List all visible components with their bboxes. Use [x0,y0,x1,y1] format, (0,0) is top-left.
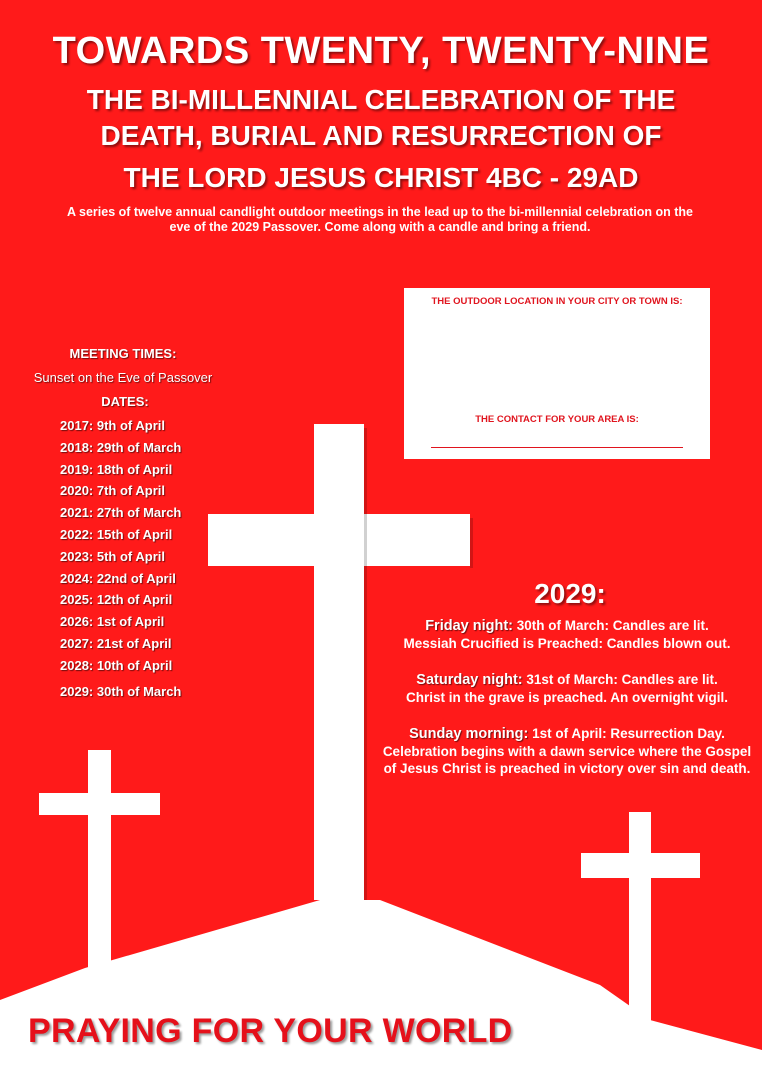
date-item: 2019: 18th of April [60,461,173,477]
footer-slogan: PRAYING FOR YOUR WORLD [28,1012,513,1050]
friday-text-1: 30th of March: Candles are lit. [513,618,709,633]
date-item: 2018: 29th of March [60,439,182,455]
intro-text: A series of twelve annual candlight outdoor meetings in the lead up to the bi-millennial celebration on the eve of the 2029 Passover. Come along with a candle and bring a friend. [66,205,693,234]
date-item: 2020: 7th of April [60,483,165,499]
subtitle-line-1: THE BI-MILLENNIAL CELEBRATION OF THE [86,84,676,115]
friday-event [380,617,754,652]
sunday-label: Sunday morning: [409,726,529,742]
date-item: 2017: 9th of April [60,418,165,433]
friday-label: Friday night: [425,618,513,634]
dates-list [60,417,181,679]
subtitle-line-3: THE LORD JESUS CHRIST 4BC - 29AD [123,162,639,193]
location-box [404,288,710,459]
date-item: 2026: 1st of April [60,614,165,630]
sunday-text-2: Celebration begins with a dawn service where the Gospel of Jesus Christ is preached in victory over sin and death. [382,744,752,776]
date-item-2029: 2029: 30th of March [60,684,182,699]
meeting-times-text: Sunset on the Eve of Passover [33,370,213,385]
sunday-text-1: 1st of April: Resurrection Day. [528,726,725,741]
date-item: 2024: 22nd of April [60,570,176,586]
saturday-text-1: 31st of March: Candles are lit. [522,672,718,687]
main-title: TOWARDS TWENTY, TWENTY-NINE [52,30,710,72]
saturday-text-2: Christ in the grave is preached. An overnight vigil. [405,690,729,705]
date-item: 2028: 10th of April [60,657,173,673]
date-item: 2025: 12th of April [60,592,173,608]
date-item: 2021: 27th of March [60,505,182,521]
saturday-event [380,671,754,706]
cross-icon-left [39,750,160,980]
saturday-label: Saturday night: [416,672,523,688]
contact-fill-line [431,447,683,448]
location-label: THE OUTDOOR LOCATION IN YOUR CITY OR TOWN IS: [431,296,683,307]
date-item: 2023: 5th of April [60,548,165,564]
date-item: 2022: 15th of April [60,526,173,542]
friday-text-2: Messiah Crucified is Preached: Candles blown out. [403,636,731,651]
cross-icon-center [208,424,470,900]
subtitle-line-2: DEATH, BURIAL AND RESURRECTION OF [100,120,662,151]
year-2029-heading: 2029: [534,578,606,609]
meeting-times-heading: MEETING TIMES: [69,346,177,361]
dates-heading: DATES: [101,394,149,409]
date-item: 2027: 21st of April [60,635,172,651]
sunday-event [380,725,754,777]
contact-label: THE CONTACT FOR YOUR AREA IS: [475,414,639,425]
